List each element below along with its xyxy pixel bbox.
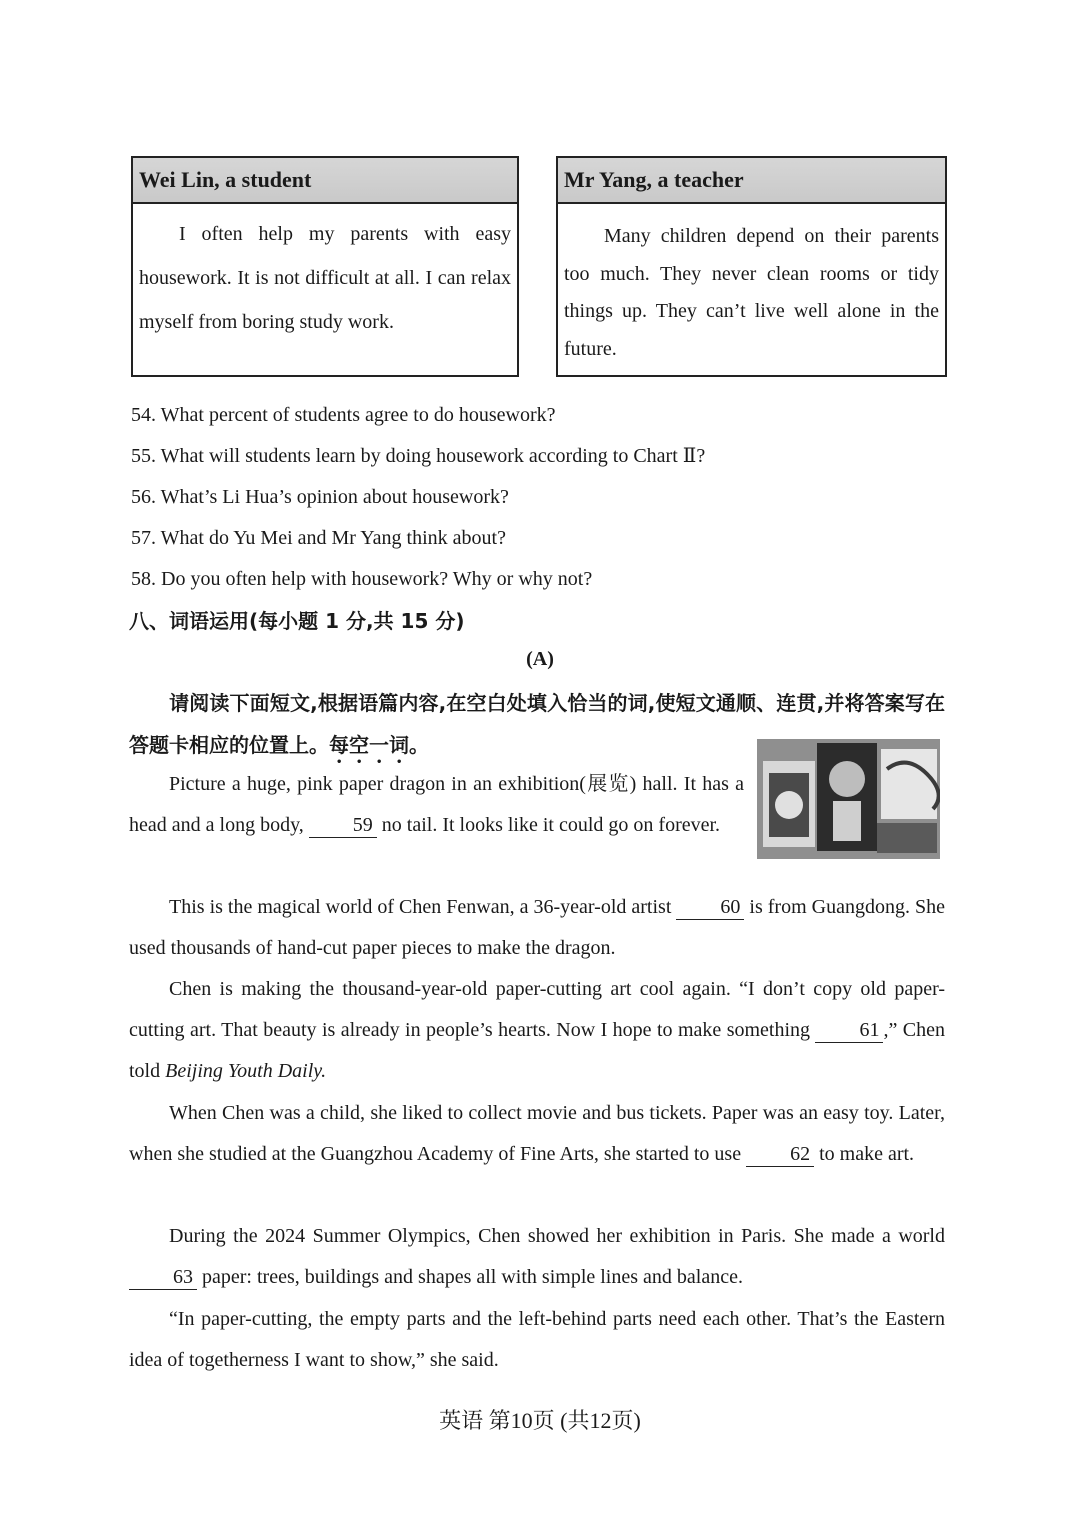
opinion-text: I often help my parents with easy housework. It is not difficult at all. I can relax myself from boring study work. — [139, 223, 511, 333]
passage-text: to make art. — [819, 1143, 915, 1165]
passage-paragraph-4 — [129, 1093, 945, 1175]
blank-63[interactable]: 63 — [129, 1265, 197, 1290]
part-title: (A) — [526, 648, 554, 670]
section-title: 八、词语运用(每小题 1 分,共 15 分) — [129, 609, 465, 633]
passage-paragraph-2 — [129, 887, 945, 969]
passage-text: paper: trees, buildings and shapes all with simple lines and balance. — [202, 1266, 743, 1288]
blank-61[interactable]: 61 — [815, 1018, 883, 1043]
blank-60[interactable]: 60 — [676, 895, 744, 920]
opinion-box-mr-yang — [556, 156, 947, 377]
question-56: 56. What’s Li Hua’s opinion about housework? — [131, 486, 509, 508]
opinion-box-title: Wei Lin, a student — [133, 158, 517, 204]
paper-cutting-photo — [757, 739, 940, 859]
blank-62[interactable]: 62 — [746, 1142, 814, 1167]
passage-text: “In paper-cutting, the empty parts and the left-behind parts need each other. That’s the Eastern idea of togetherness I want to show,” she said. — [129, 1308, 945, 1371]
passage-text: is from Guangdong. She used thousands of hand-cut paper pieces to make the dragon. — [129, 896, 945, 959]
passage-paragraph-6 — [129, 1299, 945, 1381]
passage-text: When Chen was a child, she liked to collect movie and bus tickets. Paper was an easy toy. Later, when she studied at the Guangzhou Academy of Fine Arts, she started to use — [129, 1102, 945, 1165]
passage-text: ,” Chen told — [129, 1019, 946, 1082]
passage-text: During the 2024 Summer Olympics, Chen showed her exhibition in Paris. She made a world — [169, 1225, 945, 1247]
passage-text: Chen is making the thousand-year-old paper-cutting art cool again. “I don’t copy old paper-cutting art. That beauty is already in people’s hearts. Now I hope to make something — [129, 978, 945, 1041]
question-55: 55. What will students learn by doing housework according to Chart Ⅱ? — [131, 445, 706, 467]
passage-paragraph-5 — [129, 1216, 945, 1298]
passage-paragraph-1 — [129, 764, 744, 846]
instruction-text: 请阅读下面短文,根据语篇内容,在空白处填入恰当的词,使短文通顺、连贯,并将答案写在答题卡相应的位置上。 — [129, 691, 945, 757]
passage-text: Picture a huge, pink paper dragon in an exhibition(展览) hall. It has a head and a long body, — [129, 773, 744, 836]
page-footer — [0, 1404, 1080, 1435]
passage-text: This is the magical world of Chen Fenwan, a 36-year-old artist — [169, 896, 672, 918]
opinion-box-text — [133, 204, 517, 344]
paper-cutting-image-icon — [757, 739, 940, 859]
passage-text: no tail. It looks like it could go on forever. — [381, 814, 721, 836]
blank-59[interactable]: 59 — [309, 813, 377, 838]
opinion-box-wei-lin — [131, 156, 519, 377]
opinion-box-text — [558, 204, 945, 368]
question-57: 57. What do Yu Mei and Mr Yang think about? — [131, 527, 506, 549]
page-number: 英语 第10页 (共12页) — [439, 1408, 641, 1433]
question-54: 54. What percent of students agree to do housework? — [131, 404, 556, 426]
opinion-box-title: Mr Yang, a teacher — [558, 158, 945, 204]
question-58: 58. Do you often help with housework? Why or why not? — [131, 568, 593, 590]
newspaper-name: Beijing Youth Daily. — [165, 1060, 327, 1082]
passage-paragraph-3 — [129, 969, 945, 1092]
instruction-emphasis: 每空一词。 — [329, 733, 429, 757]
opinion-text: Many children depend on their parents too much. They never clean rooms or tidy things up. They can’t live well alone in the future. — [564, 225, 939, 360]
